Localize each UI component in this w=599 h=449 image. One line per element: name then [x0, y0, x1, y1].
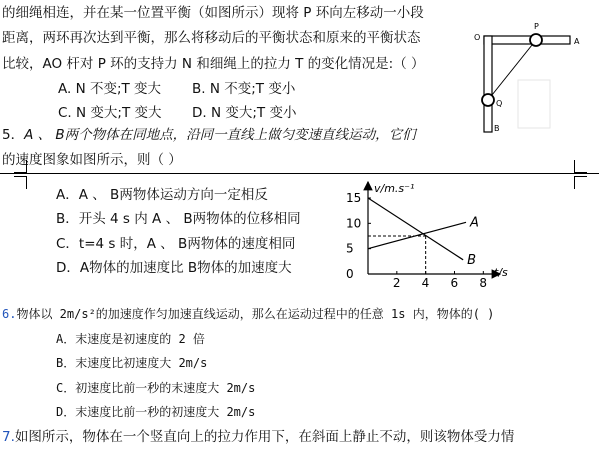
crop-mark-bottom-right	[574, 176, 587, 189]
rod-ring-figure	[470, 20, 585, 138]
q6-option-c: C．初速度比前一秒的末速度大 2m/s	[56, 381, 256, 395]
q7-number: 7.	[2, 429, 15, 445]
label-b: B	[494, 124, 500, 133]
q4-option-b: B. N 不变;T 变小	[192, 81, 296, 97]
series-line-a	[368, 222, 466, 248]
page-break-line	[0, 173, 599, 174]
rod-ob	[484, 36, 492, 132]
x-tick-label: 4	[421, 276, 430, 290]
y-tick-label: 0	[346, 267, 354, 281]
q4-line-2: 距离，两环再次达到平衡，那么将移动后的平衡状态和原来的平衡状态	[2, 30, 421, 46]
q4-line-1: 的细绳相连，并在某一位置平衡（如图所示）现将 P 环向左移动一小段	[2, 5, 424, 21]
x-tick-label: 8	[479, 276, 487, 290]
q5-option-c: C．t=4 s 时，A 、 B两物体的速度相同	[56, 236, 296, 252]
y-axis-label: v/m.s⁻¹	[374, 182, 415, 195]
x-tick-label: 6	[450, 276, 459, 290]
q6-option-a: A．末速度是初速度的 2 倍	[56, 332, 205, 346]
q6-number: 6.	[2, 307, 17, 321]
q5-line-1	[2, 126, 416, 144]
crop-mark-top-right	[574, 160, 587, 173]
label-o: O	[474, 33, 481, 42]
label-a: A	[574, 37, 580, 46]
q4-option-a: A. N 不变;T 变大	[58, 81, 162, 97]
x-tick-label: 2	[392, 276, 401, 290]
q5-number: 5．	[2, 127, 25, 143]
q4-option-c: C. N 变大;T 变大	[58, 105, 162, 121]
x-axis-label: t/s	[494, 266, 508, 279]
velocity-time-chart	[340, 178, 520, 290]
ring-q	[482, 94, 494, 106]
q6-stem: 物体以 2m/s²的加速度作匀加速直线运动，那么在运动过程中的任意 1s 内，物体的( )	[16, 307, 495, 321]
q6-option-b: B．末速度比初速度大 2m/s	[56, 356, 208, 370]
label-p: P	[534, 22, 539, 31]
series-line-b	[368, 198, 463, 260]
ring-p	[530, 34, 542, 46]
label-q: Q	[496, 99, 503, 108]
q4-line-3: 比较，AO 杆对 P 环的支持力 N 和细绳上的拉力 T 的变化情况是:（ ）	[2, 56, 425, 72]
rod-oa	[484, 36, 570, 44]
q5-option-a: A．A 、 B两物体运动方向一定相反	[56, 187, 268, 203]
q6-stem-line	[2, 306, 494, 322]
q5-line-2: 的速度图象如图所示，则（ ）	[2, 152, 182, 168]
crop-mark-bottom-left	[14, 176, 27, 189]
q6-option-d: D．末速度比前一秒的初速度大 2m/s	[56, 405, 256, 419]
series-label-b: B	[467, 252, 477, 268]
q5-stem-1: A 、 B两个物体在同地点，沿同一直线上做匀变速直线运动，它们	[24, 127, 416, 143]
q5-option-d: D．A物体的加速度比 B物体的加速度大	[56, 260, 292, 276]
figure-blank-box	[518, 80, 550, 128]
q7-stem-line	[2, 428, 514, 446]
y-tick-label: 15	[346, 191, 362, 205]
q4-option-d: D. N 变大;T 变小	[192, 105, 297, 121]
q5-option-b: B．开头 4 s 内 A 、 B两物体的位移相同	[56, 211, 301, 227]
y-tick-label: 5	[346, 241, 354, 256]
q7-stem: 如图所示，物体在一个竖直向上的拉力作用下，在斜面上静止不动，则该物体受力情	[14, 429, 515, 445]
series-label-a: A	[470, 215, 479, 231]
crop-mark-top-left	[14, 160, 27, 173]
y-tick-label: 10	[346, 216, 362, 231]
